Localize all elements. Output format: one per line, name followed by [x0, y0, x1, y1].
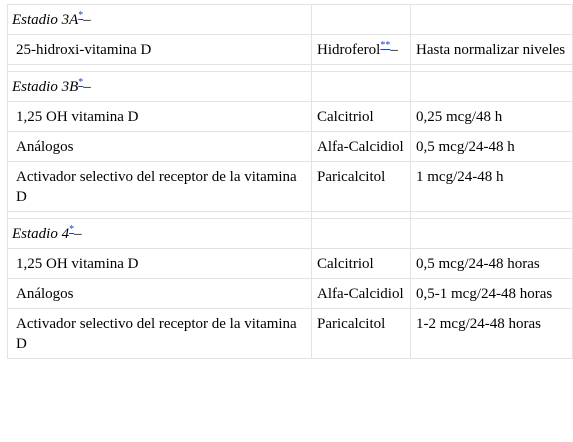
empty-cell [312, 72, 411, 102]
name-cell: Hidroferol**– [312, 35, 411, 65]
empty-cell [411, 219, 573, 249]
dose-cell: 0,5 mcg/24-48 horas [411, 249, 573, 279]
dose-cell: 0,5 mcg/24-48 h [411, 132, 573, 162]
drug-cell: Activador selectivo del receptor de la vitamina D [8, 309, 312, 359]
footnote-link[interactable]: ** [380, 40, 391, 51]
name-cell: Calcitriol [312, 249, 411, 279]
stage-row-3b [8, 72, 573, 102]
stage-label: Estadio 3A [12, 12, 79, 28]
spacer-row [8, 212, 573, 219]
stage-row-3a [8, 5, 573, 35]
stage-cell: Estadio 4*– [8, 219, 312, 249]
stage-cell: Estadio 3A*– [8, 5, 312, 35]
empty-cell [312, 5, 411, 35]
dose-cell: 0,25 mcg/48 h [411, 102, 573, 132]
empty-cell [411, 5, 573, 35]
dose-cell: 1-2 mcg/24-48 horas [411, 309, 573, 359]
name-cell: Paricalcitol [312, 309, 411, 359]
dose-cell: 0,5-1 mcg/24-48 horas [411, 279, 573, 309]
table-row [8, 279, 573, 309]
stage-row-4 [8, 219, 573, 249]
table-row [8, 309, 573, 359]
empty-cell [411, 72, 573, 102]
stage-label: Estadio 3B [12, 79, 79, 95]
footnote-link[interactable]: * [78, 77, 84, 88]
footnote-link[interactable]: * [78, 10, 84, 21]
table-row [8, 249, 573, 279]
table-row [8, 162, 573, 212]
spacer-row [8, 65, 573, 72]
dose-cell: 1 mcg/24-48 h [411, 162, 573, 212]
drug-cell: Análogos [8, 132, 312, 162]
drug-cell: 25-hidroxi-vitamina D [8, 35, 312, 65]
name-cell: Alfa-Calcidiol [312, 279, 411, 309]
table-row [8, 102, 573, 132]
name-cell: Calcitriol [312, 102, 411, 132]
dose-cell: Hasta normalizar niveles [411, 35, 573, 65]
drug-cell: Análogos [8, 279, 312, 309]
name-text: Hidroferol [317, 42, 381, 58]
name-cell: Paricalcitol [312, 162, 411, 212]
footnote-link[interactable]: * [69, 224, 75, 235]
table-row [8, 132, 573, 162]
stage-cell: Estadio 3B*– [8, 72, 312, 102]
drug-cell: 1,25 OH vitamina D [8, 102, 312, 132]
stage-label: Estadio 4 [12, 226, 70, 242]
drug-cell: Activador selectivo del receptor de la vitamina D [8, 162, 312, 212]
empty-cell [312, 219, 411, 249]
name-cell: Alfa-Calcidiol [312, 132, 411, 162]
drug-cell: 1,25 OH vitamina D [8, 249, 312, 279]
table-row [8, 35, 573, 65]
vitamin-d-treatment-table [7, 4, 573, 359]
